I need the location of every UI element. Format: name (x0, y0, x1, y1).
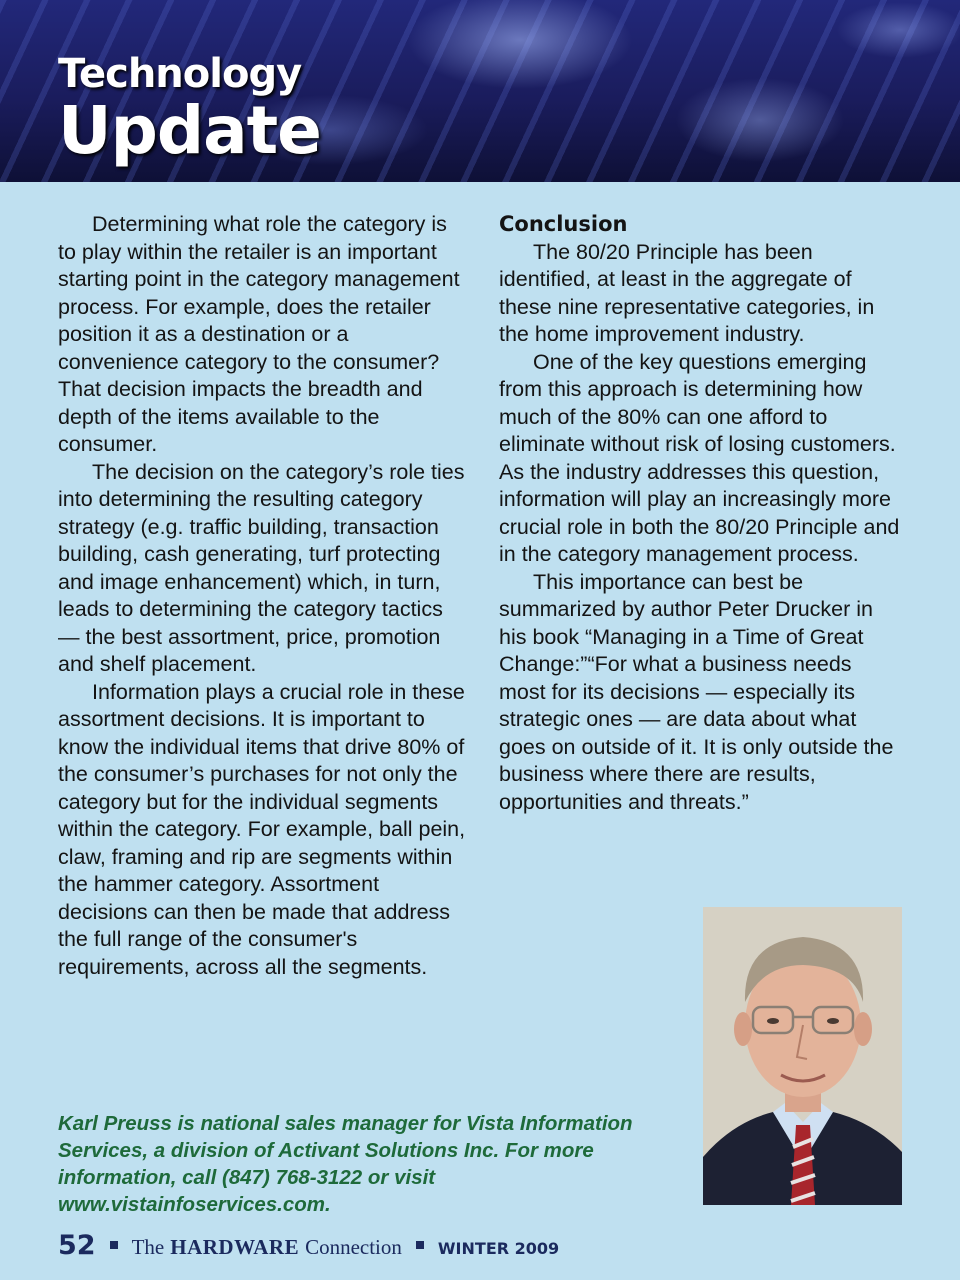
author-photo (703, 907, 902, 1205)
conclusion-heading: Conclusion (499, 212, 628, 236)
section-title-line1: Technology (58, 51, 302, 97)
page-number: 52 (58, 1230, 96, 1261)
issue-date: WINTER 2009 (437, 1239, 560, 1258)
footer-separator-icon (416, 1241, 424, 1249)
left-column (58, 211, 468, 981)
page-footer (58, 1230, 559, 1270)
author-portrait-illustration (703, 907, 902, 1205)
body-paragraph: One of the key questions emerging from this approach is determining how much of the 80% can one afford to eliminate without risk of losing customers. As the industry addresses this question, information will play an increasingly more crucial role in both the 80/20 Principle and in the category management process. (499, 349, 900, 566)
header-banner (0, 0, 960, 182)
publication-name: HARDWARE (170, 1235, 300, 1259)
body-paragraph: This importance can best be summarized by author Peter Drucker in his book “Managing in a Time of Great Change:”“For what a business needs most for its decisions — especially its strategic ones — are data about what goes on outside of it. It is only outside the business where there are results, opportunities and threats.” (499, 569, 894, 814)
body-paragraph: Determining what role the category is to play within the retailer is an important starting point in the category management process. For example, does the retailer position it as a destination or a convenience category to the consumer? That decision impacts the breadth and depth of the items available to the consumer. (58, 212, 460, 456)
body-paragraph: The decision on the category’s role ties into determining the resulting category strategy (e.g. traffic building, transaction building, cash generating, turf protecting and image enhancement) which, in turn, leads to determining the category tactics — the best assortment, price, promotion and shelf placement. (58, 459, 465, 676)
footer-separator-icon (110, 1241, 118, 1249)
publication-prefix: The (131, 1235, 165, 1259)
publication-suffix: Connection (305, 1235, 402, 1259)
section-title-line2: Update (58, 92, 321, 169)
right-column (499, 211, 904, 816)
section-title (58, 51, 321, 169)
body-paragraph: Information plays a crucial role in these assortment decisions. It is important to know the individual items that drive 80% of the consumer’s purchases for not only the category but for the individual segments within the category. For example, ball pein, claw, framing and rip are segments within the hammer category. Assortment decisions can then be made that address the full range of the consumer's requirements, across all the segments. (58, 679, 466, 979)
author-bio: Karl Preuss is national sales manager for Vista Information Services, a division of Activant Solutions Inc. For more information, call (847) 768-3122 or visit www.vistainfoservices.com. (58, 1112, 633, 1216)
body-paragraph: The 80/20 Principle has been identified, at least in the aggregate of these nine representative categories, in the home improvement industry. (499, 239, 875, 346)
